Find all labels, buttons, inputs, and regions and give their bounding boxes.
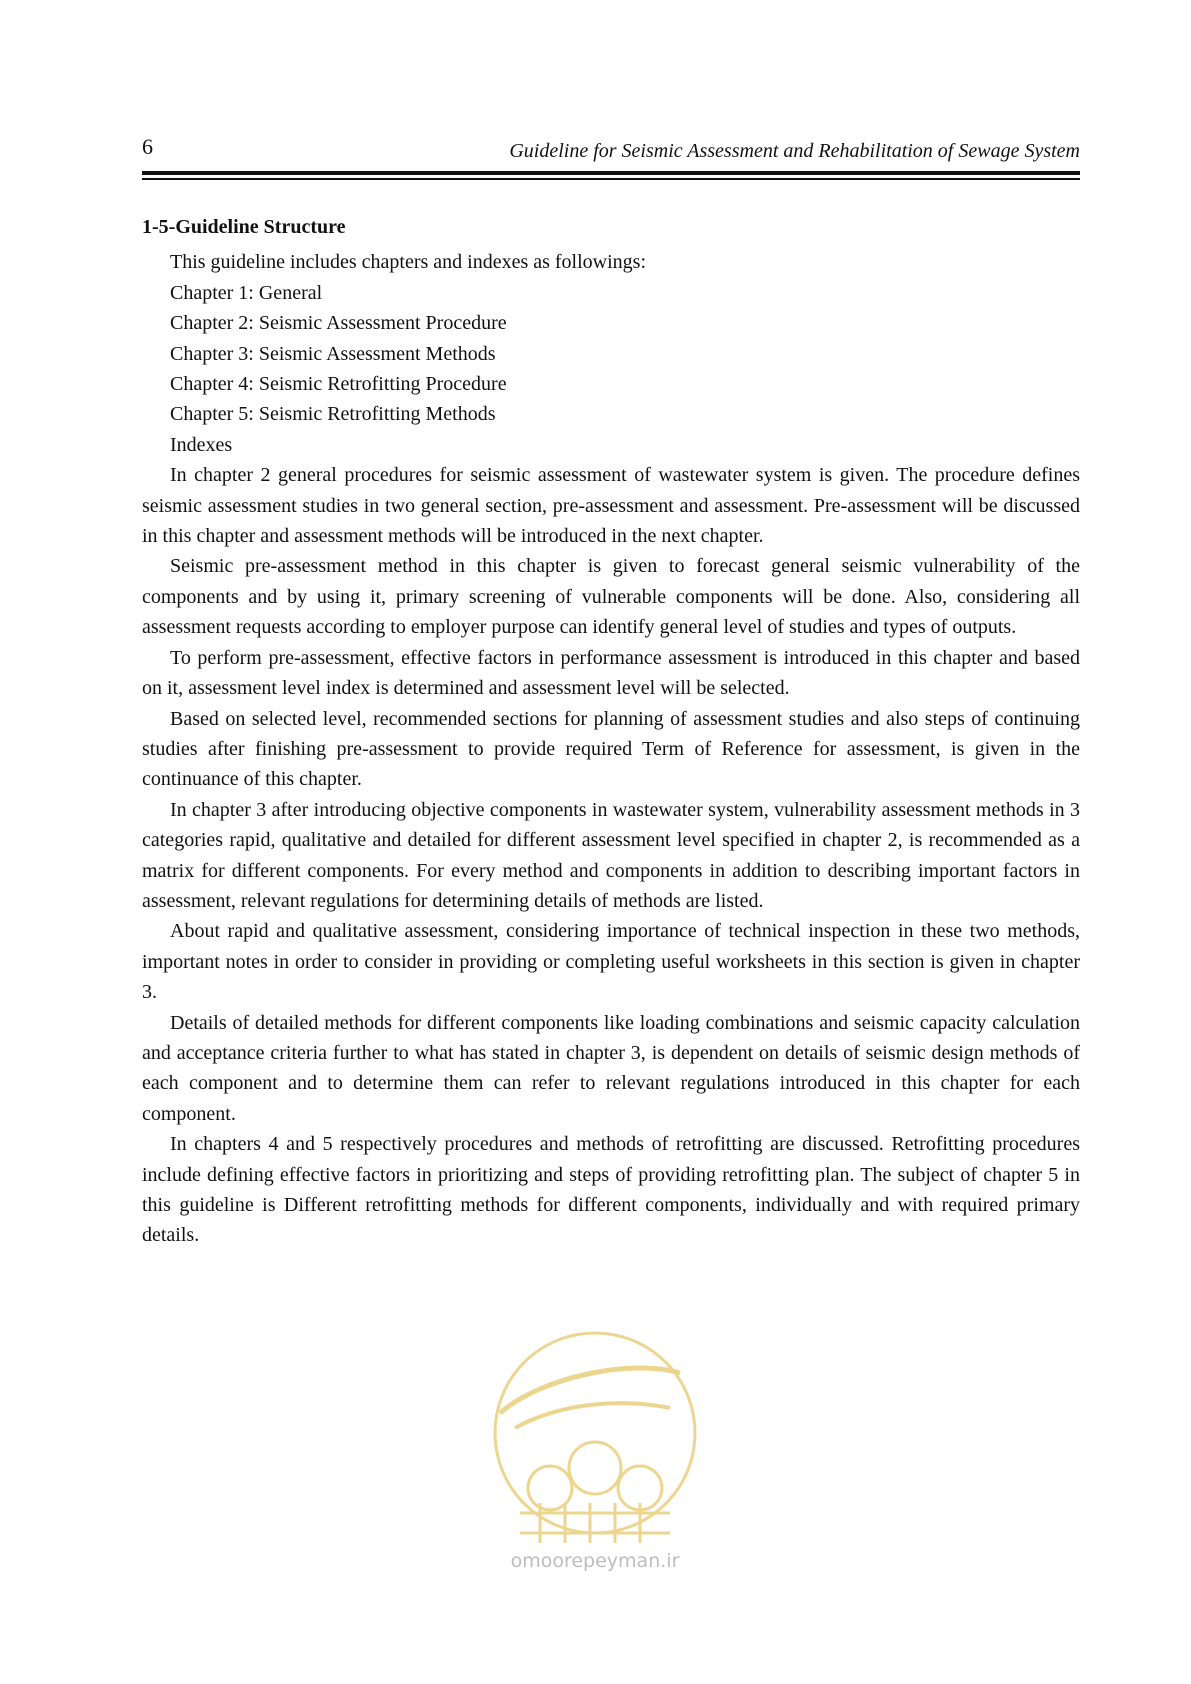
section-heading: 1-5-Guideline Structure xyxy=(142,216,346,238)
omoorepeyman-logo-icon xyxy=(480,1318,710,1578)
page-body xyxy=(142,212,1080,1251)
list-item: Chapter 4: Seismic Retrofitting Procedure xyxy=(170,373,507,396)
paragraph: Details of detailed methods for different components like loading combinations and seismic capacity calculation and acceptance criteria further to what has stated in chapter 3, is dependent on details of seismic design methods of each component and to determine them can refer to relevant regulations introduced in this chapter for each component. xyxy=(142,1011,1080,1125)
list-item: Chapter 1: General xyxy=(170,281,323,304)
paragraph: Based on selected level, recommended sections for planning of assessment studies and also steps of continuing studies after finishing pre-assessment to provide required Term of Reference for assessment, is given in the continuance of this chapter. xyxy=(142,707,1080,791)
paragraph: To perform pre-assessment, effective factors in performance assessment is introduced in this chapter and based on it, assessment level index is determined and assessment level will be selected. xyxy=(142,646,1080,700)
list-item: Indexes xyxy=(170,433,233,456)
paragraph: In chapter 3 after introducing objective components in wastewater system, vulnerability assessment methods in 3 categories rapid, qualitative and detailed for different assessment level specified in chapter 2, is recommended as a matrix for different components. For every method and components in addition to describing important factors in assessment, relevant regulations for determining details of methods are listed. xyxy=(142,798,1080,912)
page-number: 6 xyxy=(142,134,153,159)
paragraph: About rapid and qualitative assessment, considering importance of technical inspection in these two methods, important notes in order to consider in providing or completing useful worksheets in this section is given in chapter 3. xyxy=(142,920,1080,1004)
header-rule-thin xyxy=(142,178,1080,180)
list-item: Chapter 5: Seismic Retrofitting Methods xyxy=(170,403,496,426)
watermark-url: omoorepeyman.ir xyxy=(510,1550,680,1572)
page-header xyxy=(142,134,1080,164)
list-item: Chapter 3: Seismic Assessment Methods xyxy=(170,342,496,365)
paragraph: Seismic pre-assessment method in this chapter is given to forecast general seismic vulnerability of the components and by using it, primary screening of vulnerable components will be done. Also, considering all assessment requests according to employer purpose can identify general level of studies and types of outputs. xyxy=(142,555,1080,639)
paragraph: In chapters 4 and 5 respectively procedures and methods of retrofitting are discussed. Retrofitting procedures include defining effective factors in prioritizing and steps of providing retrofitting plan. The subject of chapter 5 in this guideline is Different retrofitting methods for different components, individually and with required primary details. xyxy=(142,1133,1080,1247)
running-title: Guideline for Seismic Assessment and Rehabilitation of Sewage System xyxy=(509,140,1080,162)
paragraph: In chapter 2 general procedures for seismic assessment of wastewater system is given. The procedure defines seismic assessment studies in two general section, pre-assessment and assessment. Pre-assessment will be discussed in this chapter and assessment methods will be introduced in the next chapter. xyxy=(142,464,1080,548)
list-item: Chapter 2: Seismic Assessment Procedure xyxy=(170,312,507,335)
list-item: This guideline includes chapters and indexes as followings: xyxy=(170,251,647,274)
header-rule-thick xyxy=(142,171,1080,175)
